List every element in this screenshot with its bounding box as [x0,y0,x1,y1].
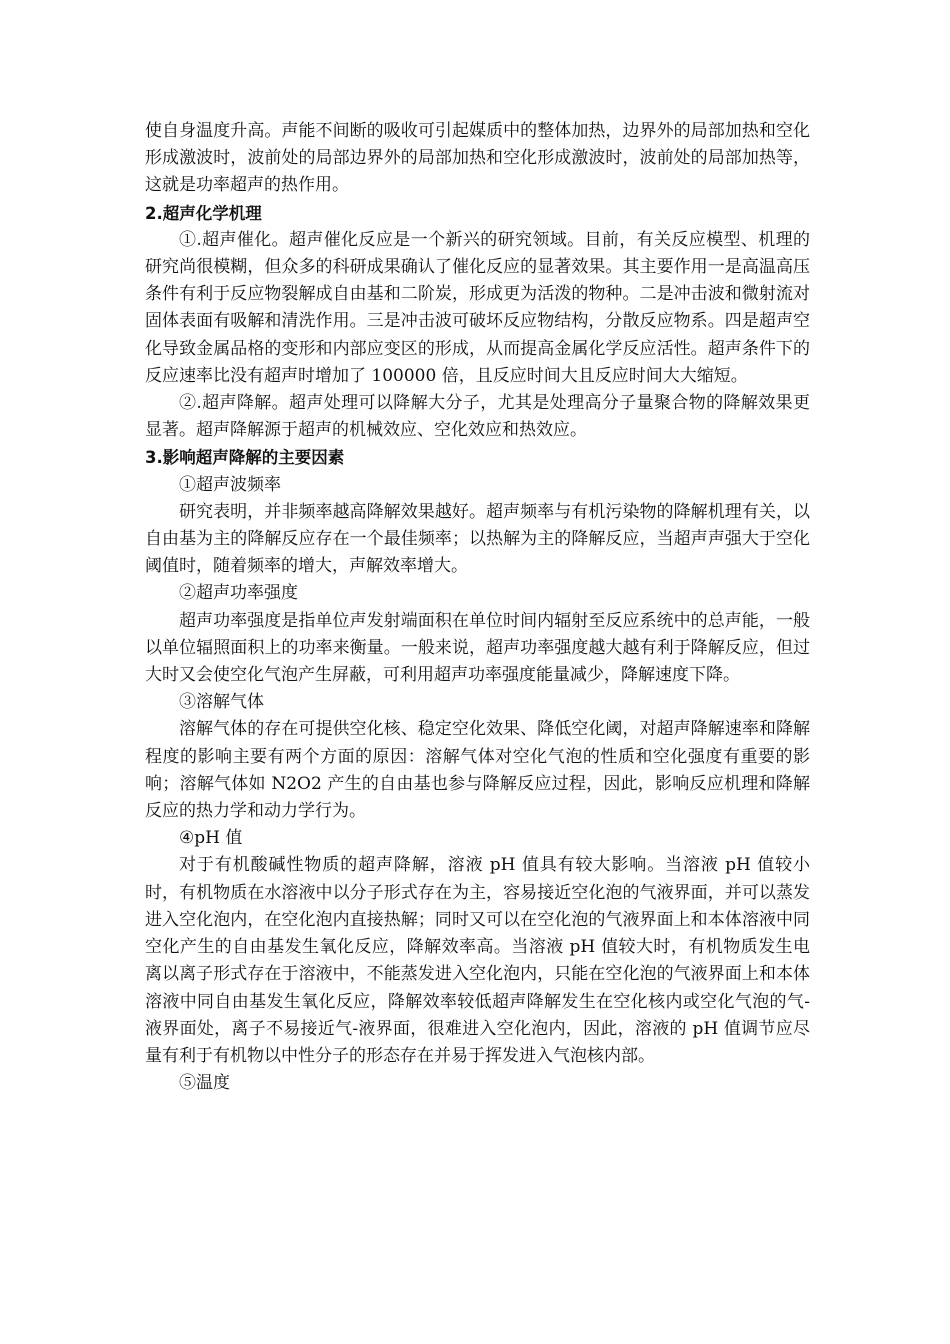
factor-title-ph: ④pH 值 [179,828,243,849]
factor-body-gas: 溶解气体的存在可提供空化核、稳定空化效果、降低空化阈，对超声降解速率和降解程度的影响主要有两个方面的原因：溶解气体对空化气泡的性质和空化强度有重要的影响；溶解气体如 N2O2 产生的自由基也参与降解反应过程，因此，影响反应机理和降解反应的热力学和动力学行为。 [145,719,810,822]
factor-body-power: 超声功率强度是指单位声发射端面积在单位时间内辐射至反应系统中的总声能，一般以单位辐照面积上的功率来衡量。一般来说，超声功率强度越大越有利于降解反应，但过大时又会使空化气泡产生屏蔽，可利用超声功率强度能量减少，降解速度下降。 [145,610,810,686]
paragraph-degradation: ②.超声降解。超声处理可以降解大分子，尤其是处理高分子量聚合物的降解效果更显著。超声降解源于超声的机械效应、空化效应和热效应。 [145,393,810,441]
factor-title-gas: ③溶解气体 [179,692,264,713]
section-heading-factors: 3.影响超声降解的主要因素 [145,448,345,468]
section-heading-mechanism: 2.超声化学机理 [145,203,262,223]
paragraph-catalysis: ①.超声催化。超声催化反应是一个新兴的研究领域。目前，有关反应模型、机理的研究尚很模糊，但众多的科研成果确认了催化反应的显著效果。其主要作用一是高温高压条件有利于反应物裂解成自由基和二阶炭，形成更为活泼的物种。二是冲击波和微射流对固体表面有吸解和清洗作用。三是冲击波可破坏反应物结构，分散反应物系。四是超声空化导致金属品格的变形和内部应变区的形成，从而提高金属化学反应活性。超声条件下的反应速率比没有超声时增加了 100000 倍，且反应时间大且反应时间大大缩短。 [145,229,810,386]
document-page [145,118,810,1097]
factor-title-frequency: ①超声波频率 [179,474,281,495]
intro-paragraph: 使自身温度升高。声能不间断的吸收可引起媒质中的整体加热，边界外的局部加热和空化形成激波时，波前处的局部边界外的局部加热和空化形成激波时，波前处的局部加热等，这就是功率超声的热作用。 [145,121,810,196]
factor-body-ph: 对于有机酸碱性物质的超声降解，溶液 pH 值具有较大影响。当溶液 pH 值较小时，有机物质在水溶液中以分子形式存在为主，容易接近空化泡的气液界面，并可以蒸发进入空化泡内，在空化泡内直接热解；同时又可以在空化泡的气液界面上和本体溶液中同空化产生的自由基发生氧化反应，降解效率高。当溶液 pH 值较大时，有机物质发生电离以离子形式存在于溶液中，不能蒸发进入空化泡内，只能在空化泡的气液界面上和本体溶液中同自由基发生氧化反应，降解效率较低超声降解发生在空化核内或空化气泡的气-液界面处，离子不易接近气-液界面，很难进入空化泡内，因此，溶液的 pH 值调节应尽量有利于有机物以中性分子的形态存在并易于挥发进入气泡核内部。 [145,855,810,1066]
factor-body-frequency: 研究表明，并非频率越高降解效果越好。超声频率与有机污染物的降解机理有关，以自由基为主的降解反应存在一个最佳频率；以热解为主的降解反应，当超声声强大于空化阈值时，随着频率的增大，声解效率增大。 [145,501,810,577]
factor-title-power: ②超声功率强度 [179,583,298,604]
factor-title-temperature: ⑤温度 [179,1073,230,1094]
